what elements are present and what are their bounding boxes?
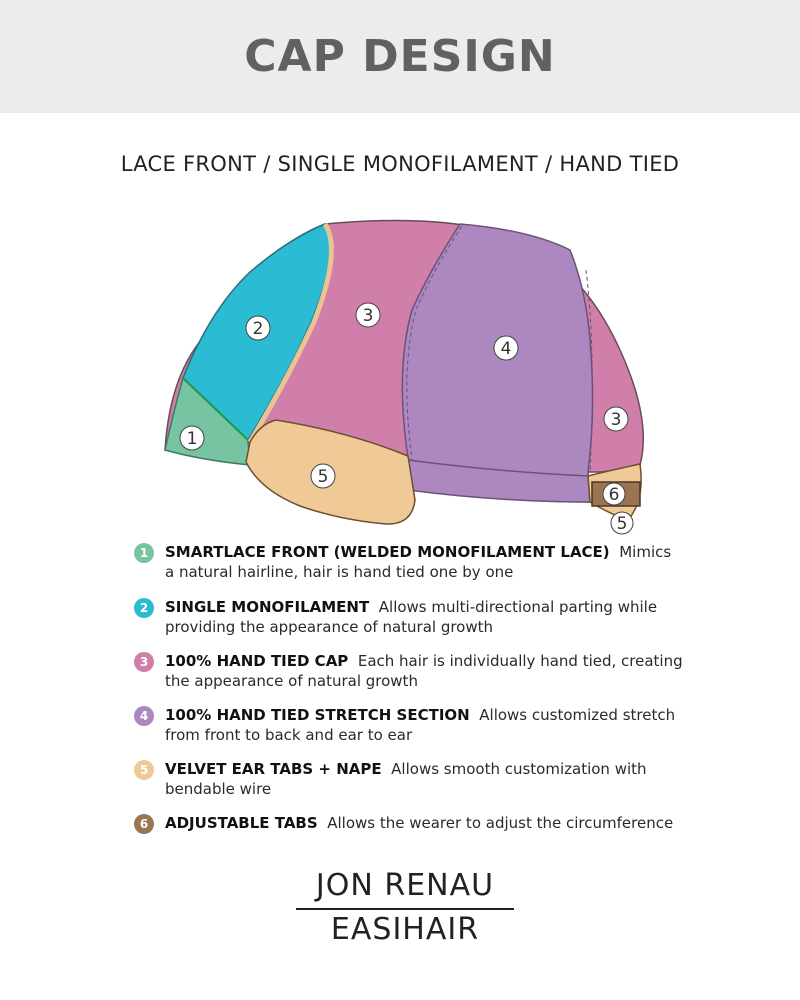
legend-number-badge: 2 — [134, 598, 154, 618]
svg-text:6: 6 — [608, 485, 620, 505]
brand-divider — [296, 908, 514, 910]
diagram-label-5-nape — [611, 512, 633, 534]
legend-number-badge: 1 — [134, 543, 154, 563]
svg-text:5: 5 — [317, 467, 329, 487]
legend-title: 100% HAND TIED STRETCH SECTION — [165, 706, 470, 724]
svg-text:2: 2 — [252, 319, 264, 339]
legend-title: SMARTLACE FRONT (WELDED MONOFILAMENT LACE) — [165, 543, 610, 561]
legend-description: Allows multi-directional parting while providing the appearance of natural growth — [165, 598, 658, 636]
diagram-label-4 — [494, 336, 518, 360]
legend-description: Allows the wearer to adjust the circumference — [327, 814, 674, 832]
svg-text:5: 5 — [616, 514, 628, 534]
legend-description: Allows smooth customization with bendable wire — [165, 760, 647, 798]
diagram-label-3-back — [604, 407, 628, 431]
diagram-label-5-ear — [311, 464, 335, 488]
legend-number-badge: 4 — [134, 706, 154, 726]
legend-title: 100% HAND TIED CAP — [165, 652, 349, 670]
diagram-label-3-top — [356, 303, 380, 327]
cap-diagram — [150, 210, 650, 540]
page-title: CAP DESIGN — [244, 31, 556, 82]
diagram-label-1 — [180, 426, 204, 450]
svg-text:3: 3 — [610, 410, 622, 430]
svg-text:3: 3 — [362, 306, 374, 326]
diagram-label-2 — [246, 316, 270, 340]
diagram-label-6 — [603, 483, 625, 505]
legend-number-badge: 3 — [134, 652, 154, 672]
header-banner — [0, 0, 800, 113]
legend-description: Each hair is individually hand tied, creating the appearance of natural growth — [165, 652, 683, 690]
legend-number-badge: 5 — [134, 760, 154, 780]
brand-name: JON RENAU — [315, 868, 495, 903]
legend-description: Allows customized stretch from front to back and ear to ear — [165, 706, 676, 744]
brand-subname: EASIHAIR — [330, 912, 480, 947]
legend-title: VELVET EAR TABS + NAPE — [165, 760, 382, 778]
svg-text:4: 4 — [500, 339, 512, 359]
legend-number-badge: 6 — [134, 814, 154, 834]
legend-description: Mimics a natural hairline, hair is hand tied one by one — [165, 543, 672, 581]
legend-title: ADJUSTABLE TABS — [165, 814, 318, 832]
cap-type-subtitle: LACE FRONT / SINGLE MONOFILAMENT / HAND TIED — [120, 152, 680, 176]
svg-text:1: 1 — [186, 429, 198, 449]
legend-title: SINGLE MONOFILAMENT — [165, 598, 370, 616]
